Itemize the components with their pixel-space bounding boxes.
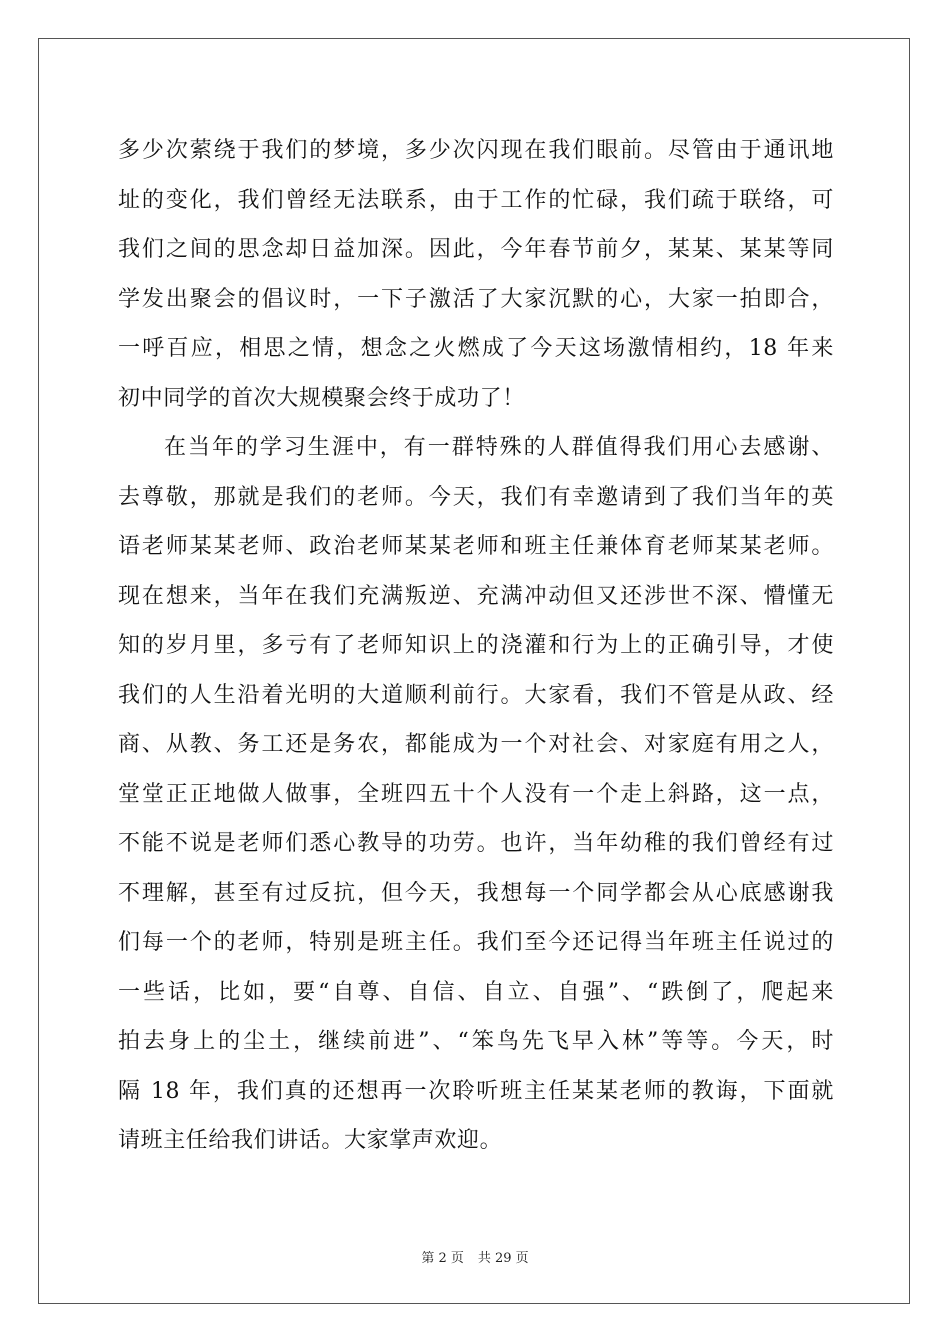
text-line: 拍去身上的尘土，继续前进”、“笨鸟先飞早入林”等等。今天，时 bbox=[118, 1029, 834, 1054]
text-line: 不能不说是老师们悉心教导的功劳。也许，当年幼稚的我们曾经有过 bbox=[118, 831, 834, 856]
text-line: 址的变化，我们曾经无法联系，由于工作的忙碌，我们疏于联络，可 bbox=[118, 187, 834, 213]
text-line: 现在想来，当年在我们充满叛逆、充满冲动但又还涉世不深、懵懂无 bbox=[118, 583, 834, 609]
text-line: 们每一个的老师，特别是班主任。我们至今还记得当年班主任说过的 bbox=[118, 930, 834, 955]
total-pages: 共 29 页 bbox=[477, 1251, 529, 1266]
text-line: 一呼百应，相思之情，想念之火燃成了今天这场激情相约，18 年来 bbox=[118, 336, 834, 361]
text-line: 语老师某某老师、政治老师某某老师和班主任兼体育老师某某老师。 bbox=[118, 534, 834, 559]
text-line: 初中同学的首次大规模聚会终于成功了！ bbox=[118, 385, 525, 411]
text-line: 我们之间的思念却日益加深。因此，今年春节前夕，某某、某某等同 bbox=[118, 237, 834, 262]
page-number: 第 2 页 bbox=[421, 1251, 464, 1266]
text-line: 堂堂正正地做人做事，全班四五十个人没有一个走上斜路，这一点， bbox=[118, 781, 834, 807]
text-line: 商、从教、务工还是务农，都能成为一个对社会、对家庭有用之人， bbox=[118, 732, 834, 757]
text-line: 多少次萦绕于我们的梦境，多少次闪现在我们眼前。尽管由于通讯地 bbox=[118, 138, 834, 163]
text-line: 去尊敬，那就是我们的老师。今天，我们有幸邀请到了我们当年的英 bbox=[118, 484, 834, 510]
text-line: 知的岁月里，多亏有了老师知识上的浇灌和行为上的正确引导，才使 bbox=[118, 633, 834, 658]
text-line: 在当年的学习生涯中，有一群特殊的人群值得我们用心去感谢、 bbox=[164, 435, 834, 460]
text-line: 学发出聚会的倡议时，一下子激活了大家沉默的心，大家一拍即合， bbox=[118, 286, 834, 312]
document-body bbox=[118, 126, 834, 1166]
text-line: 请班主任给我们讲话。大家掌声欢迎。 bbox=[118, 1128, 503, 1153]
text-line: 隔 18 年，我们真的还想再一次聆听班主任某某老师的教诲，下面就 bbox=[118, 1078, 834, 1104]
page-footer bbox=[0, 1247, 950, 1266]
text-line: 不理解，甚至有过反抗，但今天，我想每一个同学都会从心底感谢我 bbox=[118, 880, 834, 906]
text-line: 一些话，比如，要“自尊、自信、自立、自强”、“跌倒了，爬起来 bbox=[118, 979, 834, 1005]
text-line: 我们的人生沿着光明的大道顺利前行。大家看，我们不管是从政、经 bbox=[118, 682, 834, 708]
